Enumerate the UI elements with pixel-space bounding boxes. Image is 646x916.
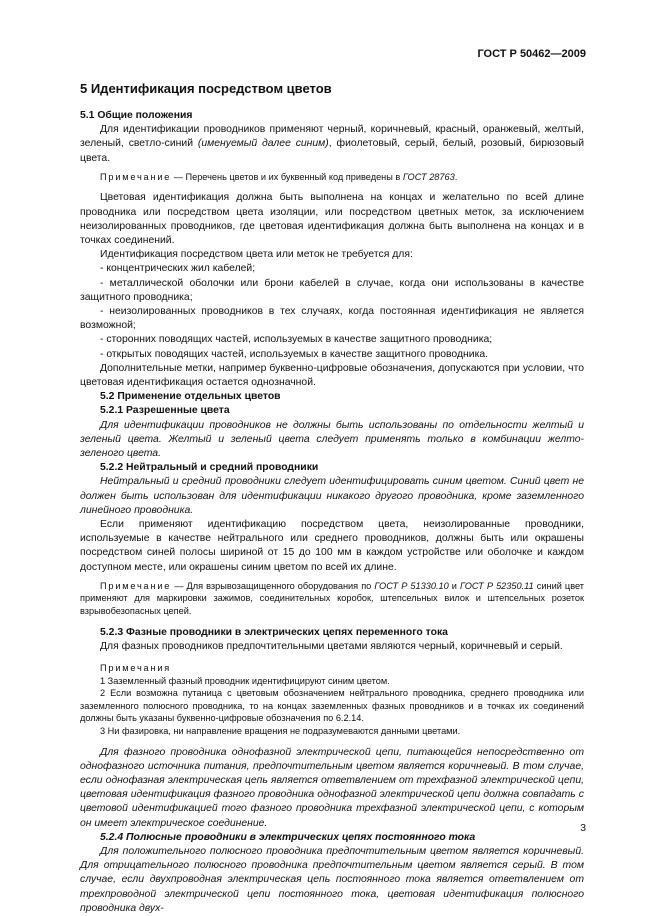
heading-5-2-1: 5.2.1 Разрешенные цвета	[100, 405, 230, 417]
list-item: - концентрических жил кабелей;	[100, 263, 256, 275]
heading-5-2-2: 5.2.2 Нейтральный и средний проводники	[100, 462, 319, 474]
heading-5-1: 5.1 Общие положения	[80, 110, 193, 121]
paragraph-allowed-colors: Для идентификации проводников не должны быть использованы по отдельности желтый и зеленый цвета. Желтый и зеленый цвета следует применять только в комбинации желто-зеленого цвета.	[80, 419, 584, 460]
note-item: 2 Если возможна путаница с цветовым обозначением нейтрального проводника, среднего проводника или заземленного полюсного проводника, то на концах заземленных фазных проводников и в точках их соединений должны быть указаны буквенно-цифровые обозначения по 6.2.14.	[80, 688, 584, 724]
list-item: - металлической оболочки или брони кабелей в случае, когда они использованы в качестве защитного проводника;	[80, 277, 584, 303]
note-5-1: Примечание — Перечень цветов и их буквенный код приведены в ГОСТ 28763.	[100, 171, 458, 182]
paragraph-single-phase: Для фазного проводника однофазной электрической цепи, питающейся непосредственно от однофазного источника питания, предпочтительным цветом является коричневый. В том случае, если однофазная электрическая цепь является ответвлением от трехфазной электрической цепи, цветовая идентификация фазного проводника однофазной электрической цепи должна совпадать с цветовой идентификацией того фазного проводника трехфазной электрической цепи, с которым он имеет электрическое соединение.	[80, 746, 584, 829]
paragraph-neutral-bare: Если применяют идентификацию посредством цвета, неизолированные проводники, используемые в качестве нейтрального или среднего проводников, должны быть или окрашены посредством синей полосы шириной от 15 до 100 мм в каждом устройстве или оболочке и каждом доступном месте, или окрашены синим цветом по всей их длине.	[80, 519, 584, 573]
paragraph-ident-ends: Цветовая идентификация должна быть выполнена на концах и желательно по всей длине проводника или посредством цвета изоляции, или посредством цветных меток, за исключением неизолированных проводников, где цветовая идентификация должна быть выполнена на концах и в точках соединений.	[80, 192, 584, 247]
notes-label: Примечания	[100, 663, 172, 674]
heading-5-2-4: 5.2.4 Полюсные проводники в электрических цепях постоянного тока	[100, 831, 476, 843]
paragraph-phase: Для фазных проводников предпочтительными цветами являются черный, коричневый и серый.	[100, 640, 563, 652]
note-item: 1 Заземленный фазный проводник идентифицируют синим цветом.	[100, 675, 390, 686]
list-item: - открытых поводящих частей, используемых в качестве защитного проводника.	[100, 348, 489, 360]
paragraph-dc-poles: Для положительного полюсного проводника предпочтительным цветом является коричневый. Для отрицательного полюсного проводника предпочтительным цветом является серый. В том случае, если двухпроводная электрическая цепь постоянного тока является ответвлением от трехпроводной электрической цепи постоянного тока, цветовая идентификация полюсного проводника двух-	[80, 846, 584, 914]
section-title: 5 Идентификация посредством цветов	[80, 81, 332, 96]
heading-5-2: 5.2 Применение отдельных цветов	[100, 391, 281, 403]
paragraph-colors: Для идентификации проводников применяют черный, коричневый, красный, оранжевый, желтый, зеленый, светло-синий (именуемый далее синим), фиолетовый, серый, белый, розовый, бирюзовый цвета.	[80, 124, 585, 164]
notes-5-2-3	[80, 662, 584, 738]
list-item: - сторонних поводящих частей, используемых в качестве защитного проводника;	[100, 334, 493, 346]
paragraph-extra-marks: Дополнительные метки, например буквенно-цифровые обозначения, допускаются при условии, что цветовая идентификация остается однозначной.	[80, 362, 584, 389]
paragraph-neutral: Нейтральный и средний проводники следует идентифицировать синим цветом. Синий цвет не должен быть использован для идентификации никакого другого проводника, кроме заземленного линейного проводника.	[80, 476, 584, 516]
paragraph-not-required: Идентификация посредством цвета или меток не требуется для:	[100, 249, 413, 261]
standard-header: ГОСТ Р 50462—2009	[477, 48, 586, 60]
list-item: - неизолированных проводников в тех случаях, когда постоянная идентификация не является возможной;	[80, 306, 584, 332]
note-item: 3 Ни фазировка, ни направление вращения не подразумеваются данными цветами.	[100, 726, 461, 737]
note-5-2-2: Примечание — Для взрывозащищенного оборудования по ГОСТ Р 51330.10 и ГОСТ Р 52350.11 синий цвет применяют для маркировки зажимов, соединительных коробок, штепсельных вилок и штепсельных розеток взрывобезопасных цепей.	[80, 580, 584, 617]
page-number: 3	[580, 822, 586, 834]
heading-5-2-3: 5.2.3 Фазные проводники в электрических цепях переменного тока	[100, 626, 448, 638]
